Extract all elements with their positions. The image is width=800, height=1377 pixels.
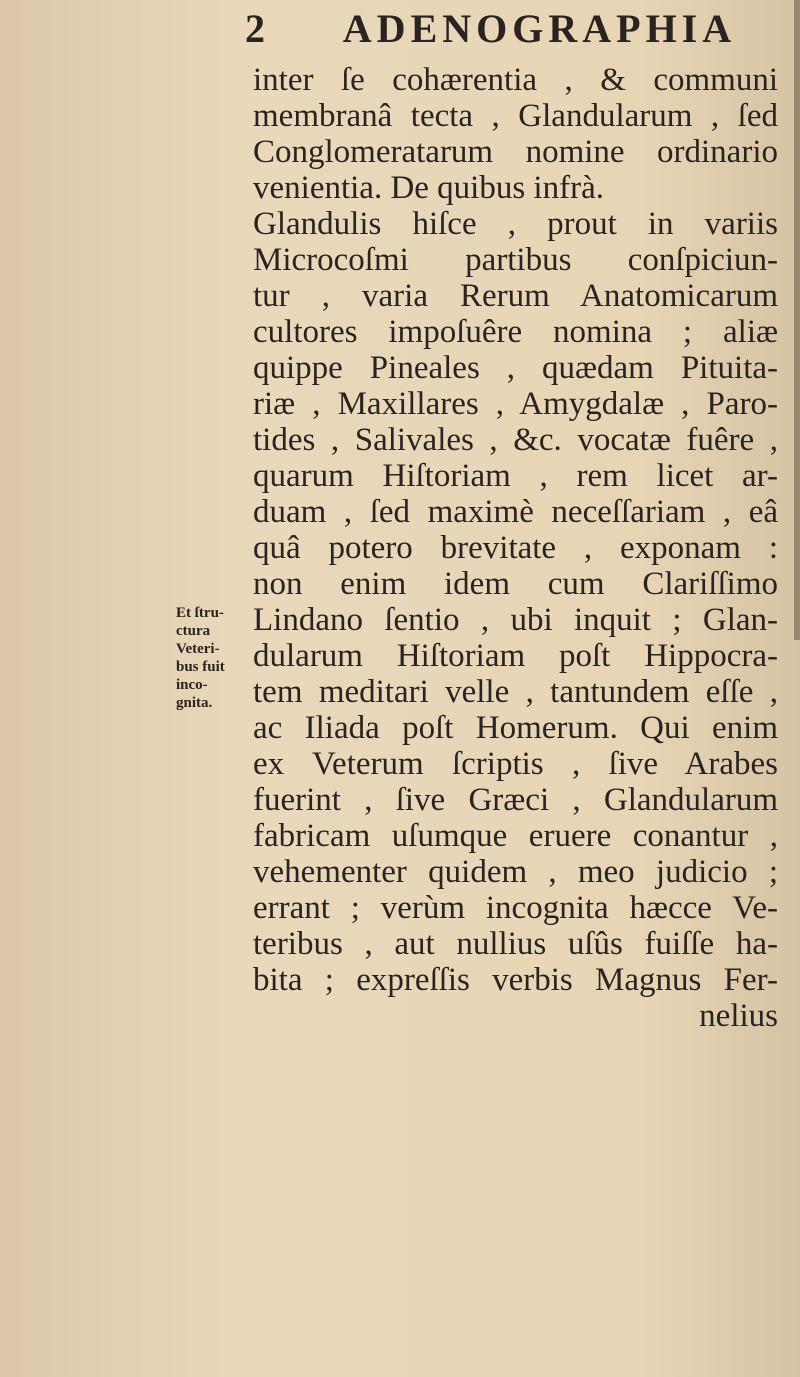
text-line: errant ; verùm incognita hæcce Ve- xyxy=(253,890,778,926)
margin-line: ctura xyxy=(176,623,211,639)
text-line: dularum Hiſtoriam poſt Hippocra- xyxy=(253,638,778,674)
text-line: quarum Hiſtoriam , rem licet ar- xyxy=(253,458,778,494)
margin-line: Et ſtru- xyxy=(176,605,224,621)
margin-line: gnita. xyxy=(176,695,213,711)
page-number: 2 xyxy=(245,6,270,51)
text-line: quâ potero brevitate , exponam : xyxy=(253,530,778,566)
text-line: Glandulis hiſce , prout in variis xyxy=(253,206,778,242)
text-line: bita ; expreſſis verbis Magnus Fer- xyxy=(253,962,778,998)
text-line: tem meditari velle , tantundem eſſe , xyxy=(253,674,778,710)
text-line: venientia. De quibus infrà. xyxy=(253,170,604,206)
margin-note xyxy=(176,604,246,712)
margin-line: bus fuit xyxy=(176,659,225,675)
text-line: tides , Salivales , &c. vocatæ fuêre , xyxy=(253,422,778,458)
text-line: duam , ſed maximè neceſſariam , eâ xyxy=(253,494,778,530)
running-header xyxy=(245,6,736,52)
text-line: vehementer quidem , meo judicio ; xyxy=(253,854,778,890)
page-edge xyxy=(794,0,800,640)
text-line: non enim idem cum Clariſſimo xyxy=(253,566,778,602)
text-line: ex Veterum ſcriptis , ſive Arabes xyxy=(253,746,778,782)
text-line: teribus , aut nullius uſûs fuiſſe ha- xyxy=(253,926,778,962)
text-line: Microcoſmi partibus conſpiciun- xyxy=(253,242,778,278)
catchword: nelius xyxy=(699,998,778,1034)
text-line: Lindano ſentio , ubi inquit ; Glan- xyxy=(253,602,778,638)
margin-line: Veteri- xyxy=(176,641,220,657)
text-line: cultores impoſuêre nomina ; aliæ xyxy=(253,314,778,350)
running-title: ADENOGRAPHIA xyxy=(342,6,737,51)
text-line: ac Iliada poſt Homerum. Qui enim xyxy=(253,710,778,746)
body-text xyxy=(253,62,778,1034)
text-line: tur , varia Rerum Anatomicarum xyxy=(253,278,778,314)
text-line: fuerint , ſive Græci , Glandularum xyxy=(253,782,778,818)
text-line: inter ſe cohærentia , & communi xyxy=(253,62,778,98)
text-line: Conglomeratarum nomine ordinario xyxy=(253,134,778,170)
text-line: quippe Pineales , quædam Pituita- xyxy=(253,350,778,386)
text-line: fabricam uſumque eruere conantur , xyxy=(253,818,778,854)
text-line: membranâ tecta , Glandularum , ſed xyxy=(253,98,778,134)
text-line: riæ , Maxillares , Amygdalæ , Paro- xyxy=(253,386,778,422)
margin-line: inco- xyxy=(176,677,208,693)
